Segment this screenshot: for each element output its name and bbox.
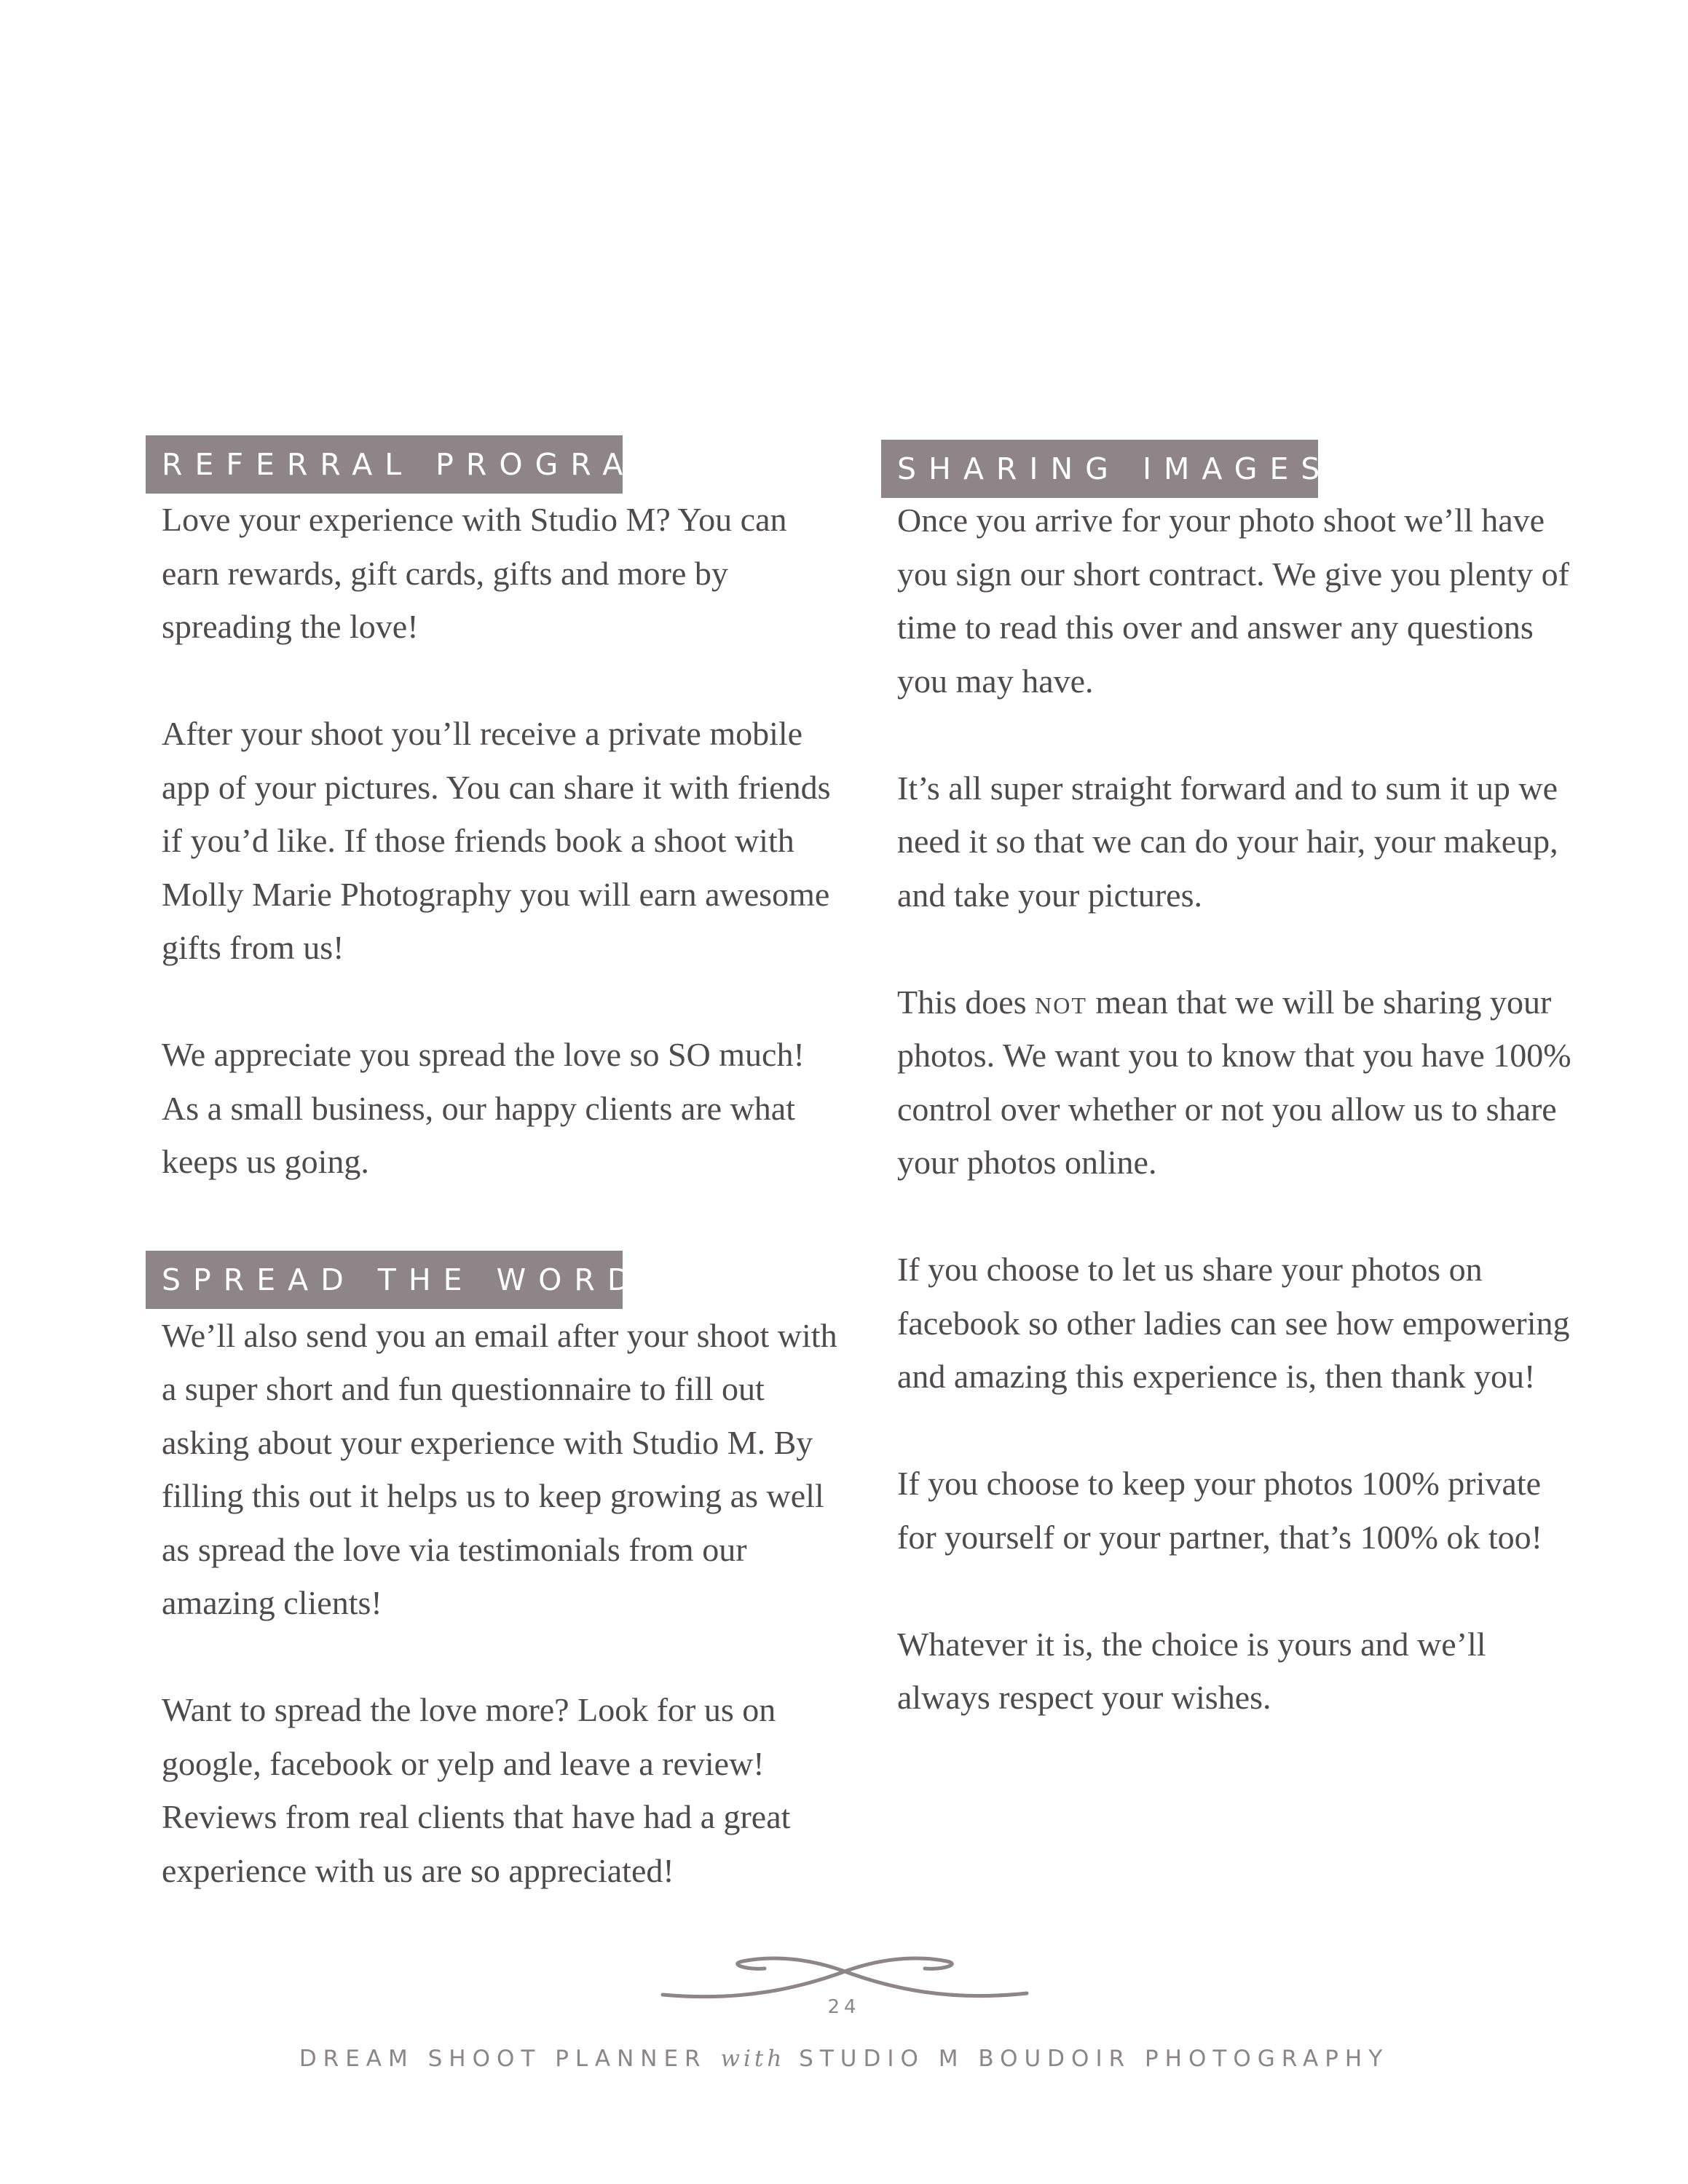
sharing-images-heading: SHARING IMAGES (881, 440, 1318, 498)
right-column (881, 435, 1571, 1725)
footer-title-start: DREAM SHOOT PLANNER (299, 2046, 721, 2072)
sharing-not-paragraph (897, 976, 1574, 1190)
sharing-paragraph: If you choose to let us share your photos on facebook so other ladies can see how empowering and amazing this experience is, then thank you! (897, 1251, 1570, 1395)
spread-the-word-heading: SPREAD THE WORD (146, 1251, 623, 1309)
left-column (146, 435, 837, 1897)
sharing-images-body (881, 494, 1574, 1725)
referral-paragraph: After your shoot you’ll receive a private mobile app of your pictures. You can share it with friends if you’d like. If those friends book a shoot with Molly Marie Photography you will earn awesome gifts from us! (162, 715, 831, 966)
sharing-paragraph: It’s all super straight forward and to sum it up we need it so that we can do your hair, your makeup, and take your pictures. (897, 769, 1558, 914)
spread-paragraph: Want to spread the love more? Look for us on google, facebook or yelp and leave a review! Reviews from real clients that have had a great experience with us are so appreciated! (162, 1691, 791, 1889)
not-emphasis: not (1035, 983, 1087, 1021)
footer-title-with: with (720, 2046, 786, 2072)
sharing-paragraph: Whatever it is, the choice is yours and we’ll always respect your wishes. (897, 1625, 1486, 1716)
sharing-paragraph: If you choose to keep your photos 100% private for yourself or your partner, that’s 100% ok too! (897, 1465, 1542, 1556)
footer-title-end: STUDIO M BOUDOIR PHOTOGRAPHY (785, 2046, 1389, 2072)
referral-program-body (146, 493, 839, 1189)
spread-the-word-body (146, 1309, 839, 1898)
sharing-paragraph: Once you arrive for your photo shoot we’ll have you sign our short contract. We give you plenty of time to read this over and answer any questions you may have. (897, 502, 1569, 700)
spread-paragraph: We’ll also send you an email after your shoot with a super short and fun questionnaire to fill out asking about your experience with Studio M. By filling this out it helps us to keep growing as well as spread the love via testimonials from our amazing clients! (162, 1316, 837, 1621)
not-paragraph-end: mean that we will be sharing your photos. We want you to know that you have 100% control over whether or not you allow us to share your photos online. (897, 983, 1571, 1181)
referral-paragraph: Love your experience with Studio M? You can earn rewards, gift cards, gifts and more by spreading the love! (162, 501, 787, 645)
page-number: 24 (827, 1996, 861, 2018)
referral-program-heading: REFERRAL PROGRAM (146, 435, 623, 494)
referral-paragraph: We appreciate you spread the love so SO much! As a small business, our happy clients are what keeps us going. (162, 1036, 805, 1180)
not-paragraph-start: This does (897, 983, 1036, 1021)
footer-title (0, 2046, 1688, 2072)
